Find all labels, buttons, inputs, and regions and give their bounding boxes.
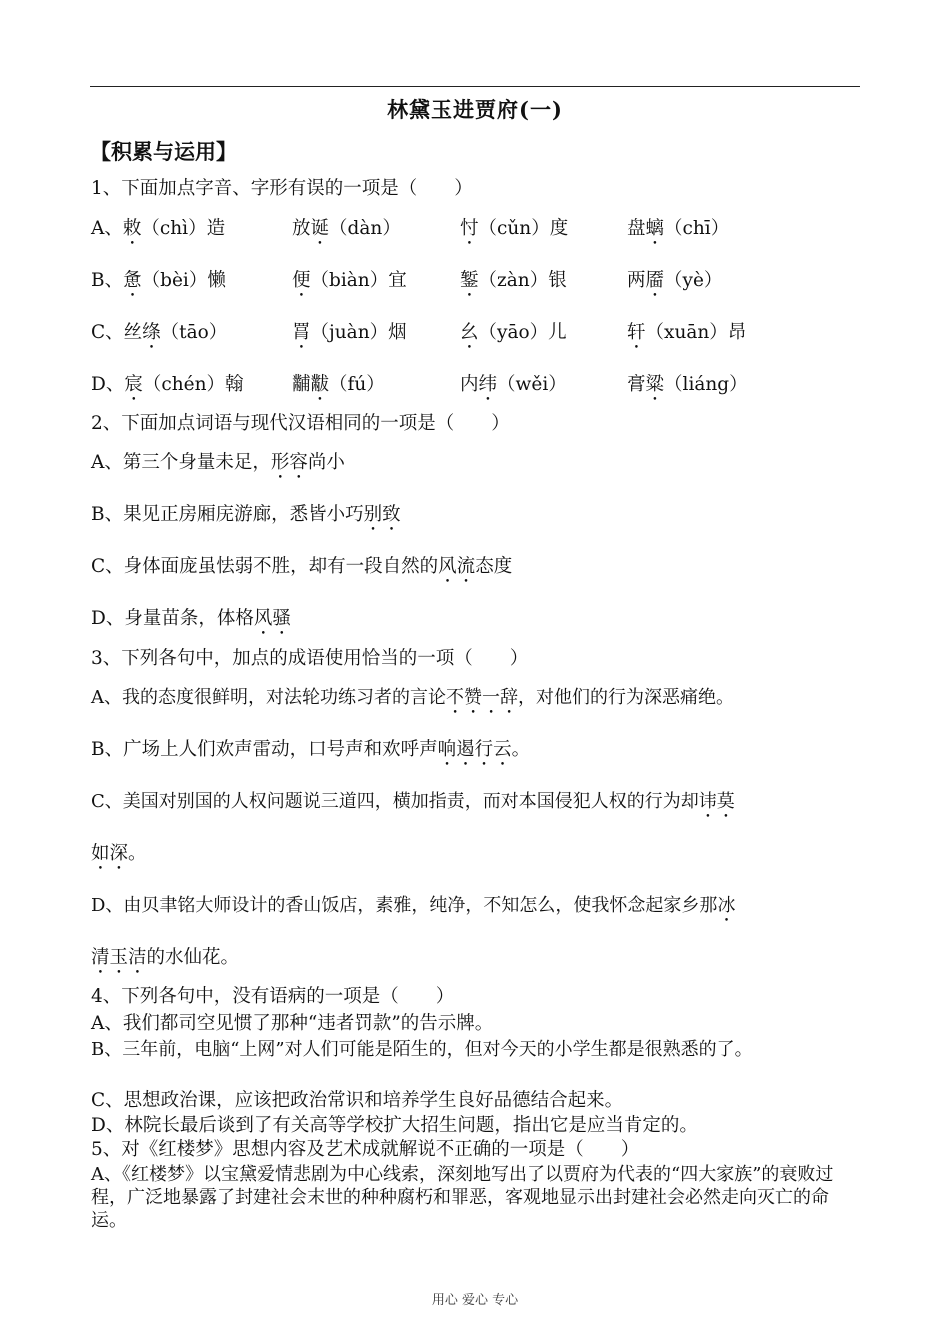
q4-option-a: A、我们都司空见惯了那种“违者罚款”的告示牌。 bbox=[91, 1013, 494, 1034]
header-rule bbox=[90, 86, 860, 87]
q1-stem: 1、下面加点字音、字形有误的一项是（ ） bbox=[91, 178, 473, 199]
q1-d-item-1: D、宸（chén）翰 bbox=[91, 374, 244, 395]
q1-a-item-3: 忖（cǔn）度 bbox=[460, 218, 569, 239]
q3-option-d-line2: 清玉洁的水仙花。 bbox=[91, 947, 240, 968]
q1-b-item-2: 便（biàn）宜 bbox=[292, 270, 407, 291]
q1-b-item-4: 两靥（yè） bbox=[627, 270, 723, 291]
q5-option-a: A、《红楼梦》以宝黛爱情悲剧为中心线索，深刻地写出了以贾府为代表的“四大家族”的衰败过程，广泛地暴露了封建社会末世的种种腐朽和罪恶，客观地显示出封建社会必然走向灭亡的命运。 bbox=[91, 1164, 834, 1231]
q2-option-a: A、第三个身量未足，形容尚小 bbox=[91, 452, 345, 473]
q1-a-item-2: 放诞（dàn） bbox=[292, 218, 401, 239]
q1-c-item-2: 罥（juàn）烟 bbox=[292, 322, 407, 343]
q1-c-item-4: 轩（xuān）昂 bbox=[627, 322, 747, 343]
q3-option-d-line1: D、由贝聿铭大师设计的香山饭店，素雅，纯净，不知怎么，使我怀念起家乡那冰 bbox=[91, 895, 736, 916]
q1-b-item-3: 錾（zàn）银 bbox=[460, 270, 567, 291]
q3-option-a: A、我的态度很鲜明，对法轮功练习者的言论不赞一辞，对他们的行为深恶痛绝。 bbox=[91, 687, 734, 708]
q3-option-c-line1: C、美国对别国的人权问题说三道四，横加指责，而对本国侵犯人权的行为却讳莫 bbox=[91, 791, 735, 812]
q1-d-item-2: 黼黻（fú） bbox=[292, 374, 385, 395]
q2-option-d: D、身量苗条，体格风骚 bbox=[91, 608, 291, 629]
q3-option-c-line2: 如深。 bbox=[91, 843, 147, 864]
q3-option-b: B、广场上人们欢声雷动，口号声和欢呼声响遏行云。 bbox=[91, 739, 531, 760]
q4-option-b: B、三年前，电脑“上网”对人们可能是陌生的，但对今天的小学生都是很熟悉的了。 bbox=[91, 1039, 753, 1060]
q1-a-item-1: A、敕（chì）造 bbox=[91, 218, 226, 239]
q2-option-c: C、身体面庞虽怯弱不胜，却有一段自然的风流态度 bbox=[91, 556, 513, 577]
q2-stem: 2、下面加点词语与现代汉语相同的一项是（ ） bbox=[91, 413, 510, 434]
q5-stem: 5、对《红楼梦》思想内容及艺术成就解说不正确的一项是（ ） bbox=[91, 1139, 640, 1160]
q1-d-item-3: 内纬（wěi） bbox=[460, 374, 567, 395]
q4-stem: 4、下列各句中，没有语病的一项是（ ） bbox=[91, 986, 455, 1007]
section-heading: 【积累与运用】 bbox=[90, 139, 237, 164]
q1-a-item-4: 盘螭（chī） bbox=[627, 218, 730, 239]
q1-d-item-4: 膏粱（liáng） bbox=[627, 374, 748, 395]
q1-c-item-3: 幺（yāo）儿 bbox=[460, 322, 567, 343]
q1-c-item-1: C、丝绦（tāo） bbox=[91, 322, 228, 343]
q1-b-item-1: B、惫（bèi）懒 bbox=[91, 270, 226, 291]
q2-option-b: B、果见正房厢庑游廊，悉皆小巧别致 bbox=[91, 504, 401, 525]
page-footer: 用心 爱心 专心 bbox=[431, 1293, 519, 1308]
q3-stem: 3、下列各句中，加点的成语使用恰当的一项（ ） bbox=[91, 648, 529, 669]
page-title: 林黛玉进贾府(一) bbox=[387, 97, 563, 122]
q4-option-c: C、思想政治课，应该把政治常识和培养学生良好品德结合起来。 bbox=[91, 1090, 624, 1111]
q4-option-d: D、林院长最后谈到了有关高等学校扩大招生问题，指出它是应当肯定的。 bbox=[91, 1115, 698, 1136]
